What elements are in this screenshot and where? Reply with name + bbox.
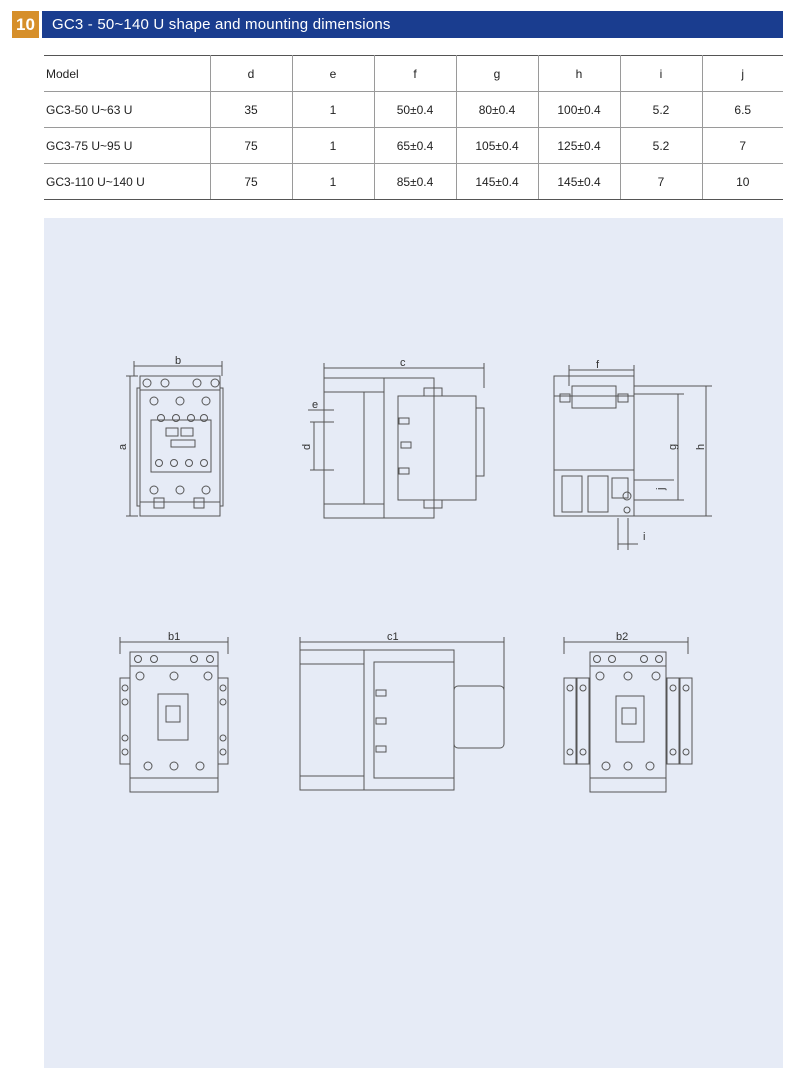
table-header-cell: d [210, 56, 292, 92]
table-cell: 6.5 [702, 92, 783, 128]
table-cell: 5.2 [620, 92, 702, 128]
dim-label-j: j [655, 487, 667, 490]
side-aux-body [300, 650, 454, 790]
table-cell: 85±0.4 [374, 164, 456, 200]
table-header-row [44, 56, 783, 92]
front-view-drawing [117, 355, 223, 516]
dim-label-c: c [400, 357, 406, 369]
table-header-cell: Model [44, 56, 210, 92]
table-cell: 7 [620, 164, 702, 200]
table-cell: GC3-110 U~140 U [44, 164, 210, 200]
dim-label-b1: b1 [168, 631, 181, 643]
table-cell: 145±0.4 [456, 164, 538, 200]
table-cell: 75 [210, 164, 292, 200]
table-row [44, 128, 783, 164]
front-aux-drawing [120, 631, 228, 792]
header [12, 11, 783, 38]
side-body-outline [324, 378, 434, 518]
dim-label-b2: b2 [616, 631, 629, 643]
table-cell: 105±0.4 [456, 128, 538, 164]
dim-label-h: h [695, 443, 707, 450]
table-header-cell: e [292, 56, 374, 92]
side-aux-module [454, 686, 504, 748]
mounting-view-drawing [554, 359, 712, 550]
dim-label-i: i [643, 531, 646, 543]
table-header-cell: g [456, 56, 538, 92]
table-cell: 65±0.4 [374, 128, 456, 164]
table-cell: 1 [292, 92, 374, 128]
dimensions-table [44, 55, 783, 200]
dim-label-g: g [667, 443, 679, 450]
table-cell: 10 [702, 164, 783, 200]
page-number: 10 [12, 11, 39, 38]
table-header-cell: f [374, 56, 456, 92]
table-row [44, 164, 783, 200]
table-cell: 1 [292, 164, 374, 200]
table-cell: 100±0.4 [538, 92, 620, 128]
dim-label-f: f [596, 359, 600, 371]
table-cell: 5.2 [620, 128, 702, 164]
table-cell: 35 [210, 92, 292, 128]
table-cell: 1 [292, 128, 374, 164]
dim-label-c1: c1 [387, 631, 399, 643]
dim-label-b: b [175, 355, 182, 367]
table-cell: 125±0.4 [538, 128, 620, 164]
table-cell: GC3-50 U~63 U [44, 92, 210, 128]
side-aux-drawing [300, 631, 504, 790]
page-title: GC3 - 50~140 U shape and mounting dimensions [42, 11, 783, 38]
dim-label-e: e [312, 399, 319, 411]
table-cell: 50±0.4 [374, 92, 456, 128]
side-view-drawing [301, 357, 484, 518]
table-header-cell: h [538, 56, 620, 92]
front-double-aux-body [590, 652, 666, 792]
drawing-panel [44, 218, 783, 1068]
mounting-body-outline [554, 376, 634, 516]
dim-label-a: a [117, 443, 129, 450]
table-cell: 7 [702, 128, 783, 164]
table-header-cell: j [702, 56, 783, 92]
table-cell: 80±0.4 [456, 92, 538, 128]
table-header-cell: i [620, 56, 702, 92]
technical-drawings [44, 218, 783, 1068]
table-cell: 75 [210, 128, 292, 164]
terminal-screws [122, 656, 226, 771]
table-cell: GC3-75 U~95 U [44, 128, 210, 164]
terminal-screws [567, 656, 689, 771]
table-cell: 145±0.4 [538, 164, 620, 200]
dim-label-d: d [301, 443, 313, 450]
table-row [44, 92, 783, 128]
front-double-aux-drawing [564, 631, 692, 792]
